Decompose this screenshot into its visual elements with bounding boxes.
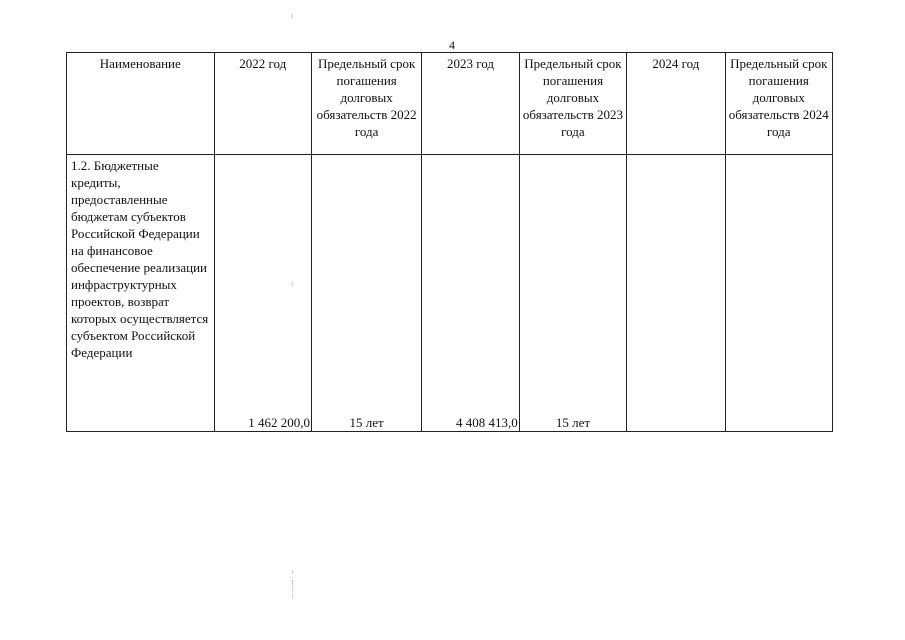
- row-term-2024-cell: [725, 155, 832, 432]
- scan-mark-top: ι: [291, 11, 294, 20]
- header-2022-year: 2022 год: [214, 53, 311, 155]
- header-2023-year: 2023 год: [422, 53, 519, 155]
- row-amount-2022-cell: 1 462 200,0: [214, 155, 311, 432]
- table-row: [67, 155, 833, 432]
- header-name: Наименование: [67, 53, 215, 155]
- budget-credits-table: [66, 52, 833, 432]
- header-2024-term: Предельный срок погашения долговых обязательств 2024 года: [725, 53, 832, 155]
- scan-mark-bottom-line: [292, 580, 294, 598]
- header-2024-year: 2024 год: [627, 53, 725, 155]
- page-number: 4: [449, 38, 455, 52]
- header-2022-term: Предельный срок погашения долговых обязательств 2022 года: [311, 53, 421, 155]
- table-header-row: [67, 53, 833, 155]
- header-2023-term: Предельный срок погашения долговых обязательств 2023 года: [519, 53, 626, 155]
- row-amount-2024-cell: [627, 155, 725, 432]
- scan-mark-bottom: ›: [291, 567, 294, 576]
- row-term-2023-cell: 15 лет: [519, 155, 626, 432]
- scan-mark-middle: ⁝: [291, 280, 294, 289]
- row-term-2022-cell: 15 лет: [311, 155, 421, 432]
- row-amount-2023-cell: 4 408 413,0: [422, 155, 519, 432]
- row-name-cell: 1.2. Бюджетные кредиты, предоставленные бюджетам субъектов Российской Федерации на финансовое обеспечение реализации инфраструктурных проектов, возврат которых осуществляется субъектом Российской Федерации: [67, 155, 215, 432]
